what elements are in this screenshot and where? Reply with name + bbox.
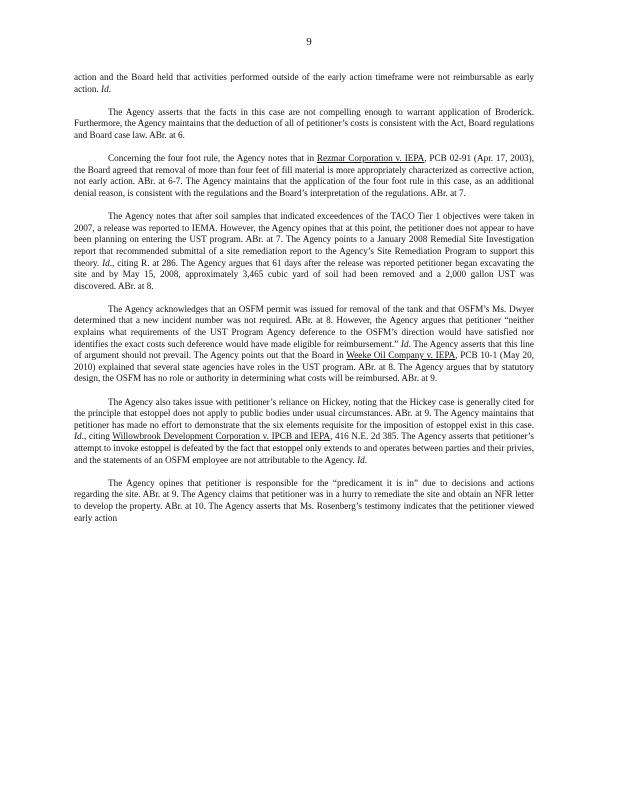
text-run: The Agency also takes issue with petitioner’s reliance on Hickey, noting that the Hickey case is generally cited for the principle that estoppel does not apply to public bodies under usual circumstances. ABr. at 9. The Agency maintains that petitioner has made no effort to demonstrate that the six elements requisite for the imposition of estoppel exist in this case. [74, 396, 534, 430]
text-run: , PCB 02-91 (Apr. 17, 2003), the Board agreed that removal of more than four feet of fill material is more appropriately characterized as corrective action, not early action. ABr. at 6-7. The Agency maintains that the application of the four foot rule in this case, as an additional denial reason, is consistent with the regulations and the Board’s interpretation of the regulations. ABr. at 7. [74, 153, 534, 198]
paragraph [74, 397, 534, 467]
text-run: , PCB 10-1 (May 20, 2010) explained that several state agencies have roles in the UST program. ABr. at 8. The Agency argues that by statutory design, the OSFM has no role or authority in determining what costs will be reimbursed. ABr. at 9. [74, 350, 534, 384]
citation-id: Id [101, 83, 109, 94]
case-citation: Rezmar Corporation v. IEPA [316, 153, 425, 164]
text-run: , 416 N.E. 2d 385. The Agency asserts that petitioner’s attempt to invoke estoppel is defeated by the fact that estoppel only extends to and operates between parties and their privies, and the statements of an OSFM employee are not attributable to the Agency. [74, 431, 534, 465]
paragraph [74, 72, 534, 95]
case-citation: Weeke Oil Company v. IEPA [346, 350, 456, 361]
paragraph [74, 304, 534, 385]
text-run: The Agency opines that petitioner is responsible for the “predicament it is in” due to decisions and actions regarding the site. ABr. at 9. The Agency claims that petitioner was in a hurry to remediate the site and obtain an NFR letter to develop the property. ABr. at 10. The Agency asserts that Ms. Rosenberg’s testimony indicates that the petitioner viewed early action [74, 477, 534, 523]
text-run: ., citing [81, 431, 113, 442]
text-run: . [108, 83, 111, 94]
text-run: The Agency asserts that the facts in this case are not compelling enough to warrant application of Broderick. Furthermore, the Agency maintains that the deduction of all of petitioner’s costs is consistent with the Act, Board regulations and Board case law. ABr. at 6. [74, 106, 534, 140]
paragraph [74, 478, 534, 524]
text-run: . The Agency asserts that this line of argument should not prevail. The Agency points out that the Board in [74, 338, 534, 361]
text-run: Concerning the four foot rule, the Agency notes that in [108, 153, 317, 164]
paragraph [74, 211, 534, 292]
text-run: The Agency acknowledges that an OSFM permit was issued for removal of the tank and that OSFM’s Ms. Dwyer determined that a new incident number was not required. ABr. at 8. However, the Agency argues that petitioner “neither explains what requirements of the UST Program Agency deference to the OSFM’s direction would have satisfied nor identifies the exact costs such deference would have made eligible for reimbursement.” [74, 303, 534, 349]
citation-id: Id [357, 454, 365, 465]
text-run: . [364, 454, 368, 465]
text-run: The Agency notes that after soil samples that indicated exceedences of the TACO Tier 1 objectives were taken in 2007, a release was reported to IEMA. However, the Agency opines that at this point, the petitioner does not appear to have been planning on entering the UST program. ABr. at 7. The Agency points to a January 2008 Remedial Site Investigation report that recommended submittal of a site remediation report to the Agency’s Site Remediation Program to support this theory. [74, 211, 534, 268]
document-body [74, 72, 534, 536]
paragraph [74, 153, 534, 199]
citation-id: Id [102, 257, 110, 268]
page-number: 9 [306, 36, 312, 48]
case-citation: Willowbrook Development Corporation v. IPCB and IEPA [112, 431, 331, 442]
paragraph [74, 107, 534, 142]
text-run: action and the Board held that activities performed outside of the early action timeframe were not reimbursable as early action. [74, 72, 534, 94]
citation-id: Id [74, 431, 82, 442]
citation-id: Id [400, 338, 409, 349]
text-run: ., citing R. at 286. The Agency argues that 61 days after the release was reported petitioner began excavating the site and by May 15, 2008, approximately 3,465 cubic yard of soil had been removed and a 2,000 gallon UST was discovered. ABr. at 8. [74, 257, 534, 291]
